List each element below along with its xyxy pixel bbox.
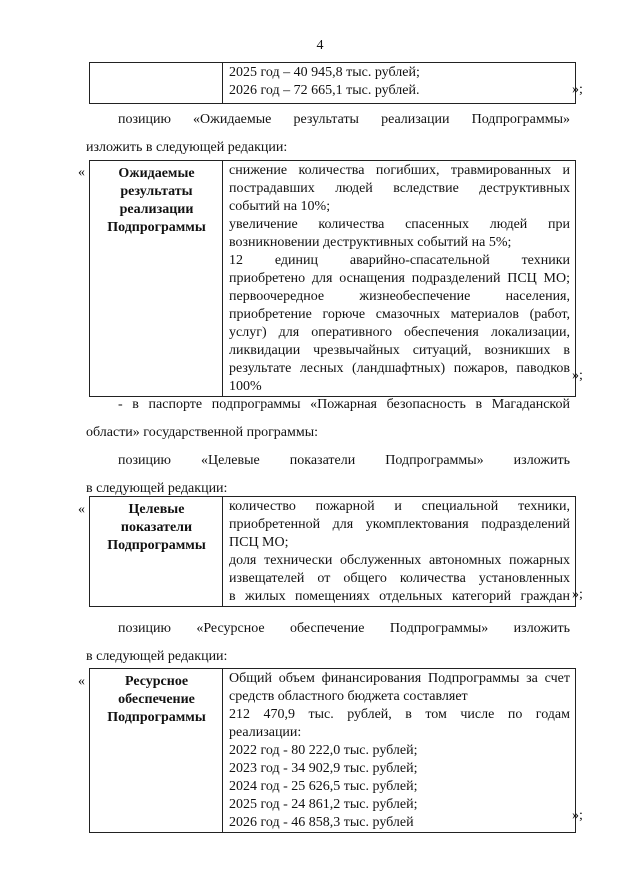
instruction-line: изложить в следующей редакции:	[86, 140, 288, 155]
text-line: результате лесных (ландшафтных) пожаров, паводков	[229, 361, 570, 376]
target-indicators-content	[223, 497, 576, 607]
text-line: ликвидации чрезвычайных ситуаций, возникших в	[229, 343, 570, 358]
page-number: 4	[316, 38, 324, 53]
instruction-line: позицию «Ожидаемые результаты реализации Подпрограммы»	[118, 112, 570, 127]
text-line: приобретено для оснащения подразделений ПСЦ МО;	[229, 271, 570, 286]
target-indicators-table	[89, 496, 576, 607]
expected-results-table	[89, 160, 576, 397]
opening-quote: «	[78, 674, 85, 689]
text-line: извещателей от общего количества установленных	[229, 571, 570, 586]
empty-label-cell	[90, 63, 223, 104]
closing-quote: »;	[572, 82, 583, 97]
text-line: снижение количества погибших, травмированных и	[229, 163, 570, 178]
passport-table-continuation	[89, 62, 576, 104]
text-line: пострадавших людей вследствие деструктивных	[229, 181, 570, 196]
opening-quote: «	[78, 502, 85, 517]
instruction-line: области» государственной программы:	[86, 425, 319, 440]
target-indicators-label: Целевые показатели Подпрограммы	[90, 497, 223, 607]
text-line: количество пожарной и специальной техники,	[229, 499, 570, 514]
closing-quote: »;	[572, 587, 583, 602]
text-line: приобретение горюче смазочных материалов (работ,	[229, 307, 570, 322]
resource-support-content	[223, 669, 576, 833]
instruction-line: - в паспорте подпрограммы «Пожарная безопасность в Магаданской	[118, 397, 570, 412]
instruction-line: в следующей редакции:	[86, 649, 228, 664]
text-line: 2026 год – 72 665,1 тыс. рублей.	[229, 83, 420, 98]
funding-cell	[223, 63, 576, 104]
text-line: событий на 10%;	[229, 199, 331, 214]
closing-quote: »;	[572, 368, 583, 383]
text-line: 2026 год - 46 858,3 тыс. рублей	[229, 815, 414, 830]
text-line: первоочередное жизнеобеспечение населения,	[229, 289, 570, 304]
text-line: 2022 год - 80 222,0 тыс. рублей;	[229, 743, 418, 758]
opening-quote: «	[78, 165, 85, 180]
text-line: 12 единиц аварийно-спасательной техники	[229, 253, 570, 268]
text-line: 2023 год - 34 902,9 тыс. рублей;	[229, 761, 418, 776]
expected-results-label: Ожидаемые результаты реализации Подпрограммы	[90, 161, 223, 397]
text-line: услуг) для оперативного обеспечения локализации,	[229, 325, 570, 340]
closing-quote: »;	[572, 808, 583, 823]
text-line: доля технически обслуженных автономных пожарных	[229, 553, 570, 568]
text-line: ПСЦ МО;	[229, 535, 289, 550]
expected-results-content	[223, 161, 576, 397]
text-line: 100%	[229, 379, 262, 394]
text-line: 2024 год - 25 626,5 тыс. рублей;	[229, 779, 418, 794]
resource-support-table	[89, 668, 576, 833]
text-line: реализации:	[229, 725, 302, 740]
text-line: Общий объем финансирования Подпрограммы за счет	[229, 671, 570, 686]
text-line: средств областного бюджета составляет	[229, 689, 468, 704]
text-line: 2025 год - 24 861,2 тыс. рублей;	[229, 797, 418, 812]
text-line: 212 470,9 тыс. рублей, в том числе по годам	[229, 707, 570, 722]
text-line: приобретенной для укомплектования подразделений	[229, 517, 570, 532]
resource-support-label: Ресурсное обеспечение Подпрограммы	[90, 669, 223, 833]
text-line: возникновении деструктивных событий на 5%;	[229, 235, 512, 250]
instruction-line: в следующей редакции:	[86, 481, 228, 496]
text-line: в жилых помещениях отдельных категорий граждан	[229, 589, 570, 604]
text-line: 2025 год – 40 945,8 тыс. рублей;	[229, 65, 420, 80]
instruction-line: позицию «Ресурсное обеспечение Подпрограммы» изложить	[118, 621, 570, 636]
instruction-line: позицию «Целевые показатели Подпрограммы» изложить	[118, 453, 570, 468]
text-line: увеличение количества спасенных людей при	[229, 217, 570, 232]
